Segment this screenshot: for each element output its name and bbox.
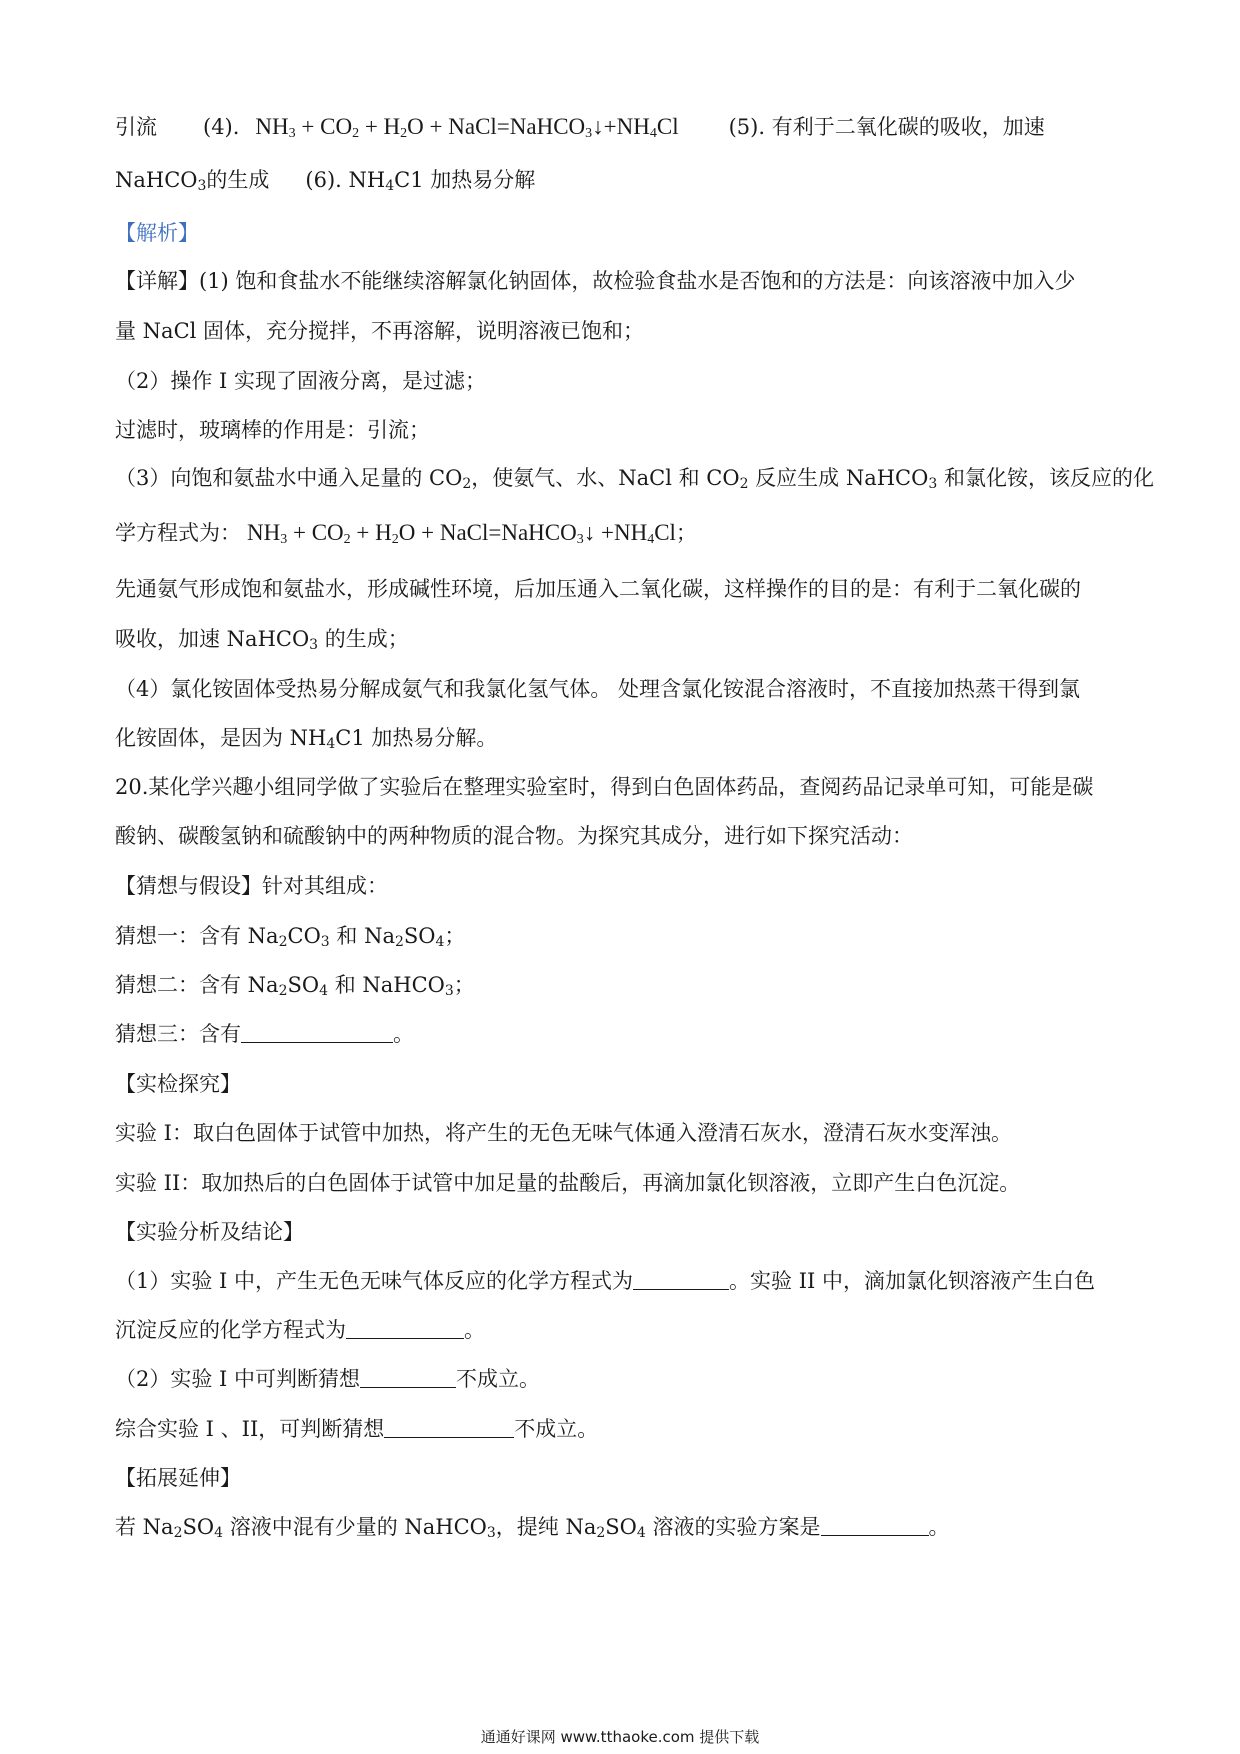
section-heading: 【实检探究】 — [115, 1072, 241, 1096]
extension-line: 若 $Na_2SO_4$ 溶液中混有少量的 NaHCO$_3$，提纯 $Na_2SO_4$ 溶液的实验方案是 。 — [115, 1515, 950, 1541]
analysis-line: 沉淀反应的化学方程式为 。 — [115, 1318, 485, 1342]
detail-line: 过滤时，玻璃棒的作用是：引流； — [115, 418, 430, 442]
answer-text: (5). 有利于二氧化碳的吸收，加速 — [728, 115, 1045, 139]
answer-text: 引流 — [115, 115, 157, 139]
answer-blank[interactable] — [346, 1316, 464, 1339]
detail-line: （3）向饱和氨盐水中通入足量的 $CO_2$，使氨气、水、NaCl 和 $CO_2$ 反应生成 NaHCO$_3$ 和氯化铵，该反应的化 — [115, 466, 1154, 492]
question-20-line: 酸钠、碳酸氢钠和硫酸钠中的两种物质的混合物。为探究其成分，进行如下探究活动： — [115, 824, 913, 848]
equation: $NH_3 + CO_2 + H_2O$ + $NaCl=NaHCO_3↓+NH_4Cl$ — [255, 114, 679, 141]
answer-line-2: NaHCO$_3$的生成 (6). $NH_4C1$ 加热易分解 — [115, 168, 536, 194]
detail-line: （2）操作 I 实现了固液分离，是过滤； — [115, 369, 487, 393]
experiment-1: 实验 I：取白色固体于试管中加热，将产生的无色无味气体通入澄清石灰水，澄清石灰水变浑浊。 — [115, 1121, 1012, 1145]
analysis-tag: 【解析】 — [115, 221, 199, 245]
answer-blank[interactable] — [633, 1267, 729, 1290]
detail-line: 化铵固体，是因为 $NH_4C1$ 加热易分解。 — [115, 726, 498, 752]
page-footer: 通通好课网 www.tthaoke.com 提供下载 — [480, 1728, 760, 1746]
question-20-line: 20.某化学兴趣小组同学做了实验后在整理实验室时，得到白色固体药品，查阅药品记录单可知，可能是碳 — [115, 775, 1094, 799]
detail-line: 学方程式为： $NH_3 + CO_2 + H_2O$ + NaCl=NaHCO$_3$↓ $+NH_4Cl$； — [115, 520, 697, 547]
answer-index: (4). — [203, 115, 240, 139]
hypothesis-2: 猜想二：含有 $Na_2SO_4$ 和 NaHCO$_3$； — [115, 973, 475, 999]
hypothesis-1: 猜想一：含有 $Na_2CO_3$ 和 $Na_2SO_4$； — [115, 924, 466, 950]
analysis-line: （1）实验 I 中，产生无色无味气体反应的化学方程式为 。实验 II 中，滴加氯化钡溶液产生白色 — [115, 1269, 1095, 1293]
analysis-line: （2）实验 I 中可判断猜想 不成立。 — [115, 1367, 541, 1391]
detail-line: 【详解】(1) 饱和食盐水不能继续溶解氯化钠固体，故检验食盐水是否饱和的方法是：向该溶液中加入少 — [115, 269, 1076, 293]
detail-line: 先通氨气形成饱和氨盐水，形成碱性环境，后加压通入二氧化碳，这样操作的目的是：有利于二氧化碳的 — [115, 577, 1081, 601]
equation: $NH_3 + CO_2 + H_2O$ + NaCl=NaHCO$_3$↓ $+NH_4Cl$ — [247, 520, 676, 547]
answer-line-1 — [115, 112, 1045, 142]
experiment-2: 实验 II：取加热后的白色固体于试管中加足量的盐酸后，再滴加氯化钡溶液，立即产生白色沉淀。 — [115, 1171, 1021, 1195]
answer-blank[interactable] — [821, 1513, 929, 1536]
section-heading: 【实验分析及结论】 — [115, 1220, 304, 1244]
analysis-line: 综合实验 I 、II，可判断猜想 不成立。 — [115, 1417, 599, 1441]
answer-blank[interactable] — [241, 1020, 393, 1043]
section-heading: 【猜想与假设】针对其组成： — [115, 874, 388, 898]
detail-line: 吸收，加速 NaHCO$_3$ 的生成； — [115, 627, 409, 653]
hypothesis-3: 猜想三：含有 。 — [115, 1022, 414, 1046]
answer-blank[interactable] — [384, 1415, 514, 1438]
answer-blank[interactable] — [360, 1365, 456, 1388]
detail-line: （4）氯化铵固体受热易分解成氨气和我氯化氢气体。 处理含氯化铵混合溶液时，不直接加热蒸干得到氯 — [115, 677, 1081, 701]
section-heading: 【拓展延伸】 — [115, 1466, 241, 1490]
detail-line: 量 NaCl 固体，充分搅拌，不再溶解，说明溶液已饱和； — [115, 319, 645, 343]
